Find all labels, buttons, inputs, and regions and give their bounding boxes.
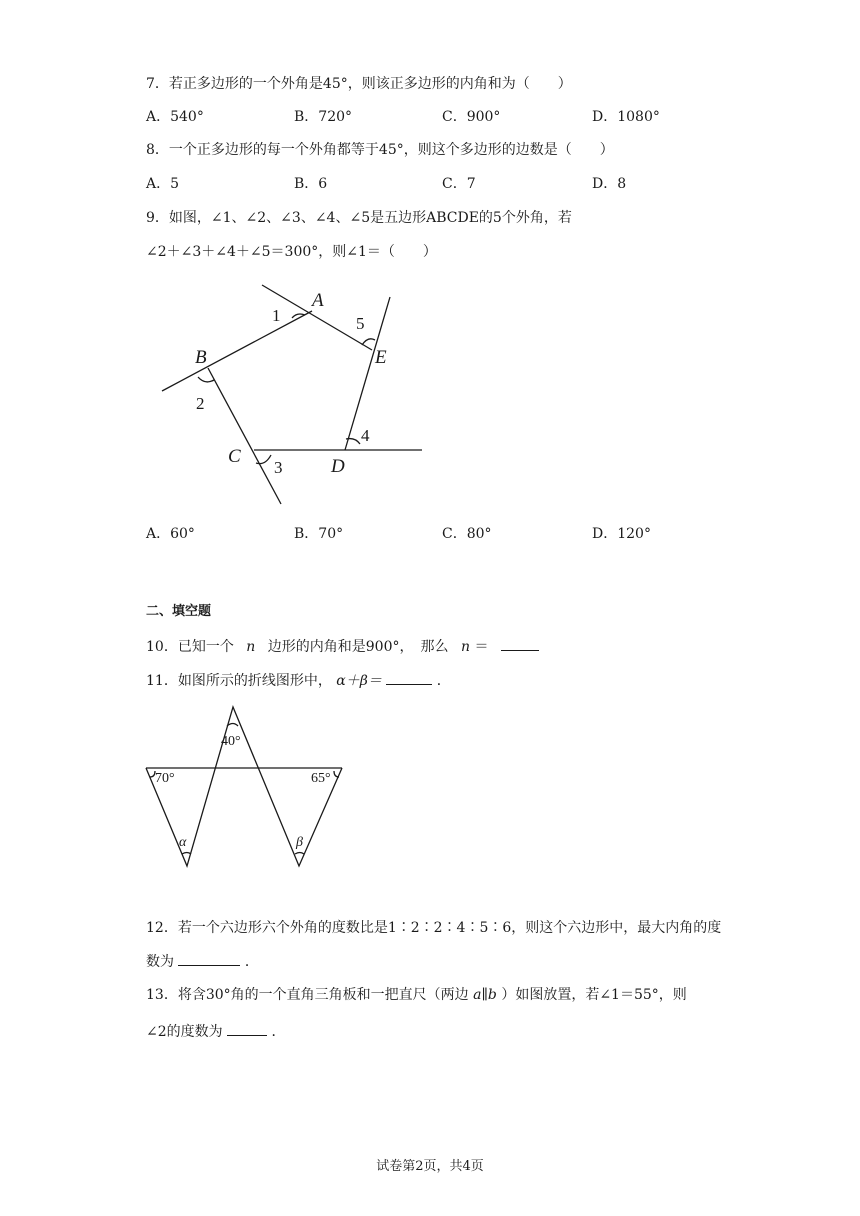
q8-option-c[interactable]: C．7 [442,176,476,192]
q9-option-a[interactable]: A．60° [146,526,195,542]
q9-label-a: A [312,290,324,311]
q12-line2-pre: 数为 [146,954,174,970]
q9-option-b[interactable]: B．70° [294,526,344,542]
q9-label-e: E [375,347,387,368]
q13-line1-var: a∥b [473,987,497,1003]
section-title-fill-in: 二、填空题 [146,604,212,619]
q9-label-c: C [228,446,241,467]
q7-option-a[interactable]: A．540° [146,109,204,125]
q10-post: ＝ [474,639,489,655]
q13-line1-pre: 13．将含30°角的一个直角三角板和一把直尺（两边 [146,987,469,1003]
q11-angle-top: 40° [221,734,241,749]
q8-option-d[interactable]: D．8 [592,176,627,192]
q9-angle-1: 1 [272,306,281,325]
q8-option-b[interactable]: B．6 [294,176,328,192]
q7-option-d[interactable]: D．1080° [592,109,660,125]
q9-label-b: B [195,347,207,368]
q7-option-c[interactable]: C．900° [442,109,501,125]
q8-option-a[interactable]: A．5 [146,176,180,192]
q11-angle-beta: β [296,835,303,850]
q10-answer-blank[interactable] [501,636,539,651]
q10-pre: 10．已知一个 [146,639,234,655]
q9-angle-3: 3 [274,458,283,477]
q8-stem: 8．一个正多边形的每一个外角都等于45°，则这个多边形的边数是（ ） [146,142,614,158]
q7-options [146,107,746,127]
q10-mid: 边形的内角和是900°， 那么 [267,639,449,655]
q9-label-d: D [331,456,345,477]
q12-stem-line1: 12．若一个六边形六个外角的度数比是1∶2∶2∶4∶5∶6，则这个六边形中，最大内角的度 [146,920,722,936]
q11-answer-blank[interactable] [386,670,432,685]
q11-post: ． [436,673,451,689]
q13-stem-line2 [146,1021,286,1042]
q13-stem-line1 [146,985,687,1005]
q9-angle-4: 4 [361,426,370,445]
q7-option-b[interactable]: B．720° [294,109,353,125]
q9-stem-line2: ∠2＋∠3＋∠4＋∠5＝300°，则∠1＝（ ） [146,244,437,260]
q11-pre: 11．如图所示的折线图形中， [146,673,332,689]
q9-angle-5: 5 [356,314,365,333]
q11-angle-right: 65° [311,771,331,786]
q13-answer-blank[interactable] [227,1021,267,1036]
q11-angle-alpha: α [179,835,187,850]
q12-line2-post: ． [244,954,259,970]
q13-line2-post: ． [271,1024,286,1040]
q13-line2-pre: ∠2的度数为 [146,1024,223,1040]
q10-var-n2: n [460,639,470,655]
q12-answer-blank[interactable] [178,951,240,966]
q11-stem [146,670,451,691]
q13-line1-post: ）如图放置，若∠1＝55°，则 [501,987,687,1003]
q10-var-n: n [246,639,256,655]
q9-stem-line1: 9．如图，∠1、∠2、∠3、∠4、∠5是五边形ABCDE的5个外角，若 [146,210,572,226]
page-footer: 试卷第2页，共4页 [376,1159,484,1174]
q9-angle-2: 2 [196,394,205,413]
q10-stem [146,636,539,657]
q9-option-d[interactable]: D．120° [592,526,651,542]
q9-pentagon-figure [150,278,440,518]
q11-expr: α＋β＝ [336,673,382,689]
q9-option-c[interactable]: C．80° [442,526,492,542]
q7-stem: 7．若正多边形的一个外角是45°，则该正多边形的内角和为（ ） [146,76,572,92]
q12-stem-line2 [146,951,259,972]
q11-angle-left: 70° [155,771,175,786]
q9-options [146,524,746,544]
q8-options [146,174,746,194]
q11-zigzag-figure [140,700,350,875]
